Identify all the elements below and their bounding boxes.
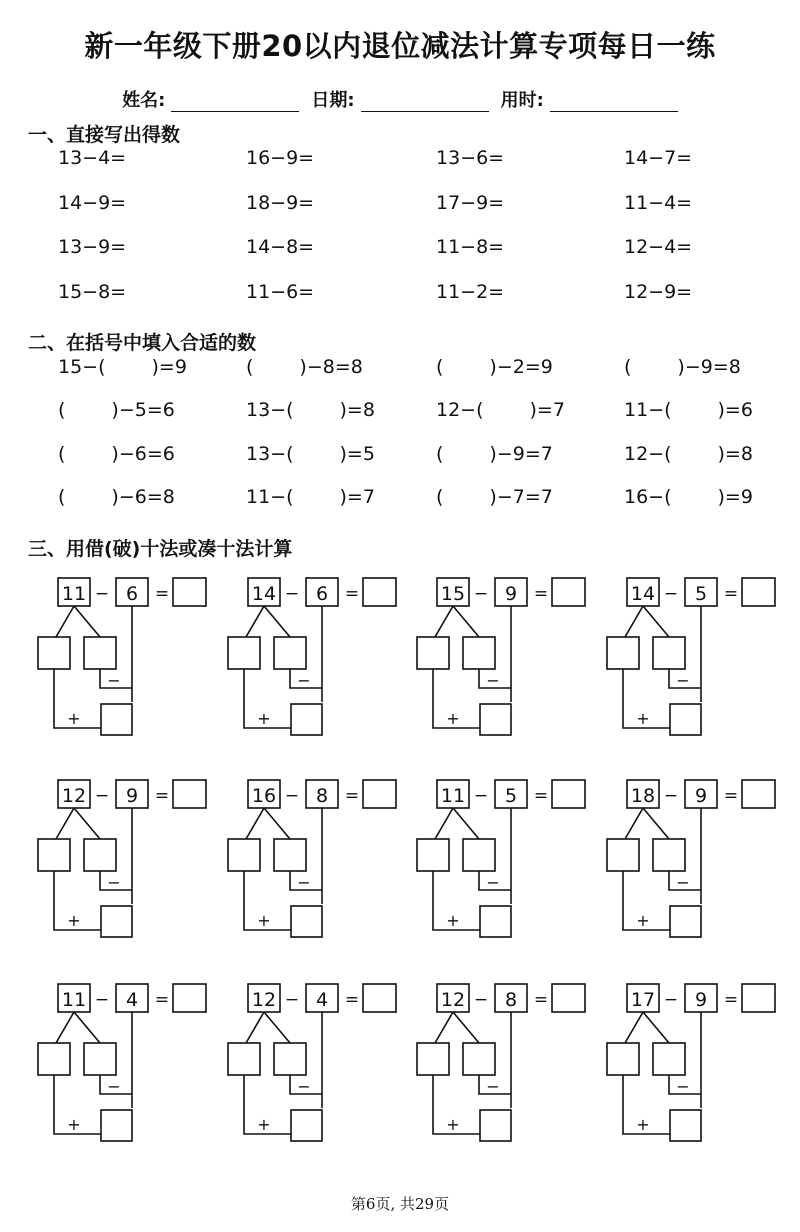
problem-suffix: )−2=9 <box>489 356 553 378</box>
minus-sign: − <box>94 990 110 1010</box>
minuend-value: 15 <box>440 583 466 605</box>
minuend-value: 18 <box>630 785 656 807</box>
split-box-left[interactable] <box>228 839 260 871</box>
equals-sign: = <box>154 786 170 806</box>
subtrahend-value: 5 <box>694 583 708 605</box>
subtraction-problem: 13−4= <box>58 147 127 169</box>
split-line-right <box>264 1012 290 1043</box>
minuend-value: 11 <box>440 785 466 807</box>
equals-sign: = <box>533 786 549 806</box>
split-line-left <box>625 1012 643 1043</box>
minus-sign: − <box>94 786 110 806</box>
minus-sign: − <box>284 786 300 806</box>
split-box-left[interactable] <box>607 637 639 669</box>
section1-heading: 一、直接写出得数 <box>28 124 181 146</box>
problem-prefix: 13−( <box>246 443 294 465</box>
problem-suffix: )−7=7 <box>489 486 553 508</box>
minus-sign: − <box>473 584 489 604</box>
page-footer: 第6页, 共29页 <box>350 1195 450 1213</box>
minuend-value: 12 <box>440 989 466 1011</box>
minuend-value: 14 <box>630 583 656 605</box>
minus-sign: − <box>284 990 300 1010</box>
subtraction-problem: 14−9= <box>58 192 127 214</box>
plus-operator: + <box>257 911 271 930</box>
result-box[interactable] <box>173 984 206 1012</box>
intermediate-box[interactable] <box>480 704 511 735</box>
split-line-right <box>264 808 290 839</box>
problem-prefix: ( <box>436 486 444 508</box>
problem-prefix: 11−( <box>246 486 294 508</box>
split-box-left[interactable] <box>228 1043 260 1075</box>
result-box[interactable] <box>742 780 775 808</box>
intermediate-box[interactable] <box>291 704 322 735</box>
split-line-left <box>246 808 264 839</box>
result-box[interactable] <box>363 780 396 808</box>
problem-suffix: )=9 <box>717 486 753 508</box>
split-box-right[interactable] <box>653 1043 685 1075</box>
minus-sign: − <box>663 786 679 806</box>
split-box-left[interactable] <box>228 637 260 669</box>
date-label: 日期: <box>311 90 355 111</box>
equals-sign: = <box>723 990 739 1010</box>
plus-operator: + <box>636 911 650 930</box>
problem-prefix: 16−( <box>624 486 672 508</box>
problem-suffix: )−5=6 <box>111 399 175 421</box>
problem-prefix: 15−( <box>58 356 106 378</box>
minus-operator: − <box>107 671 121 690</box>
minus-sign: − <box>473 786 489 806</box>
split-line-left <box>56 606 74 637</box>
split-line-right <box>74 1012 100 1043</box>
subtraction-problem: 11−4= <box>624 192 693 214</box>
split-box-right[interactable] <box>84 1043 116 1075</box>
split-box-right[interactable] <box>274 637 306 669</box>
subtraction-problem: 15−8= <box>58 281 127 303</box>
minus-sign: − <box>663 990 679 1010</box>
split-box-left[interactable] <box>38 839 70 871</box>
name-label: 姓名: <box>122 90 166 111</box>
minuend-value: 17 <box>630 989 656 1011</box>
subtrahend-value: 4 <box>125 989 139 1011</box>
split-box-left[interactable] <box>417 1043 449 1075</box>
result-box[interactable] <box>552 578 585 606</box>
split-box-left[interactable] <box>417 839 449 871</box>
subtrahend-value: 9 <box>694 989 708 1011</box>
subtrahend-value: 6 <box>125 583 139 605</box>
minus-operator: − <box>297 873 311 892</box>
split-line-left <box>56 808 74 839</box>
split-box-left[interactable] <box>607 839 639 871</box>
intermediate-box[interactable] <box>101 704 132 735</box>
subtraction-problem: 17−9= <box>436 192 505 214</box>
intermediate-box[interactable] <box>480 906 511 937</box>
minus-operator: − <box>107 1077 121 1096</box>
split-box-left[interactable] <box>417 637 449 669</box>
split-box-right[interactable] <box>653 839 685 871</box>
problem-suffix: )−6=8 <box>111 486 175 508</box>
problem-prefix: ( <box>58 399 66 421</box>
equals-sign: = <box>154 584 170 604</box>
time-label: 用时: <box>500 90 544 111</box>
minus-operator: − <box>676 1077 690 1096</box>
result-box[interactable] <box>742 984 775 1012</box>
split-line-right <box>453 606 479 637</box>
split-line-right <box>643 1012 669 1043</box>
intermediate-box[interactable] <box>480 1110 511 1141</box>
split-box-right[interactable] <box>463 839 495 871</box>
problem-suffix: )−8=8 <box>299 356 363 378</box>
split-line-right <box>74 606 100 637</box>
result-box[interactable] <box>363 984 396 1012</box>
subtraction-problem: 11−6= <box>246 281 315 303</box>
equals-sign: = <box>533 584 549 604</box>
minus-operator: − <box>486 873 500 892</box>
intermediate-box[interactable] <box>670 1110 701 1141</box>
result-box[interactable] <box>363 578 396 606</box>
problem-prefix: ( <box>436 443 444 465</box>
minus-operator: − <box>486 671 500 690</box>
split-line-right <box>453 808 479 839</box>
split-line-right <box>643 606 669 637</box>
plus-operator: + <box>446 1115 460 1134</box>
plus-operator: + <box>636 709 650 728</box>
plus-operator: + <box>67 709 81 728</box>
minuend-value: 12 <box>251 989 277 1011</box>
problem-suffix: )−6=6 <box>111 443 175 465</box>
problem-prefix: 13−( <box>246 399 294 421</box>
result-box[interactable] <box>173 578 206 606</box>
minuend-value: 11 <box>61 583 87 605</box>
subtraction-problem: 13−9= <box>58 236 127 258</box>
split-box-left[interactable] <box>38 637 70 669</box>
problem-suffix: )=8 <box>717 443 753 465</box>
minus-sign: − <box>663 584 679 604</box>
problem-suffix: )−9=7 <box>489 443 553 465</box>
minus-operator: − <box>676 671 690 690</box>
subtrahend-value: 6 <box>315 583 329 605</box>
subtrahend-value: 4 <box>315 989 329 1011</box>
minuend-value: 12 <box>61 785 87 807</box>
minus-operator: − <box>297 1077 311 1096</box>
split-box-right[interactable] <box>84 637 116 669</box>
split-line-left <box>625 606 643 637</box>
subtraction-problem: 18−9= <box>246 192 315 214</box>
equals-sign: = <box>723 786 739 806</box>
subtraction-problem: 11−2= <box>436 281 505 303</box>
subtrahend-value: 9 <box>504 583 518 605</box>
minus-operator: − <box>676 873 690 892</box>
split-box-right[interactable] <box>274 839 306 871</box>
split-box-left[interactable] <box>607 1043 639 1075</box>
problem-suffix: )=5 <box>339 443 375 465</box>
equals-sign: = <box>533 990 549 1010</box>
subtrahend-value: 9 <box>694 785 708 807</box>
subtraction-problem: 13−6= <box>436 147 505 169</box>
subtraction-problem: 14−8= <box>246 236 315 258</box>
minuend-value: 11 <box>61 989 87 1011</box>
split-line-left <box>435 606 453 637</box>
section3-heading: 三、用借(破)十法或凑十法计算 <box>28 538 293 560</box>
minuend-value: 14 <box>251 583 277 605</box>
split-box-right[interactable] <box>463 637 495 669</box>
split-box-right[interactable] <box>463 1043 495 1075</box>
split-line-left <box>625 808 643 839</box>
result-box[interactable] <box>173 780 206 808</box>
minus-sign: − <box>94 584 110 604</box>
minuend-value: 16 <box>251 785 277 807</box>
problem-prefix: ( <box>246 356 254 378</box>
split-box-left[interactable] <box>38 1043 70 1075</box>
plus-operator: + <box>67 1115 81 1134</box>
plus-operator: + <box>67 911 81 930</box>
result-box[interactable] <box>742 578 775 606</box>
problem-prefix: 12−( <box>624 443 672 465</box>
problem-prefix: ( <box>624 356 632 378</box>
split-line-left <box>246 606 264 637</box>
problem-prefix: ( <box>58 443 66 465</box>
equals-sign: = <box>344 786 360 806</box>
result-box[interactable] <box>552 984 585 1012</box>
equals-sign: = <box>344 584 360 604</box>
problem-prefix: 11−( <box>624 399 672 421</box>
problem-suffix: )=7 <box>529 399 565 421</box>
split-line-left <box>435 808 453 839</box>
problem-suffix: )=8 <box>339 399 375 421</box>
minus-operator: − <box>107 873 121 892</box>
split-line-right <box>264 606 290 637</box>
subtraction-problem: 12−9= <box>624 281 693 303</box>
problem-prefix: ( <box>436 356 444 378</box>
split-line-right <box>453 1012 479 1043</box>
page-title: 新一年级下册20以内退位减法计算专项每日一练 <box>84 29 716 63</box>
plus-operator: + <box>446 911 460 930</box>
equals-sign: = <box>723 584 739 604</box>
intermediate-box[interactable] <box>670 906 701 937</box>
subtrahend-value: 8 <box>315 785 329 807</box>
plus-operator: + <box>257 1115 271 1134</box>
subtraction-problem: 12−4= <box>624 236 693 258</box>
section2-heading: 二、在括号中填入合适的数 <box>28 332 257 354</box>
result-box[interactable] <box>552 780 585 808</box>
problem-suffix: )=7 <box>339 486 375 508</box>
subtrahend-value: 9 <box>125 785 139 807</box>
split-line-left <box>56 1012 74 1043</box>
intermediate-box[interactable] <box>291 1110 322 1141</box>
split-box-right[interactable] <box>653 637 685 669</box>
equals-sign: = <box>344 990 360 1010</box>
minus-sign: − <box>284 584 300 604</box>
minus-operator: − <box>297 671 311 690</box>
split-box-right[interactable] <box>274 1043 306 1075</box>
minus-operator: − <box>486 1077 500 1096</box>
subtrahend-value: 8 <box>504 989 518 1011</box>
problem-suffix: )=9 <box>151 356 187 378</box>
split-line-right <box>643 808 669 839</box>
intermediate-box[interactable] <box>101 1110 132 1141</box>
equals-sign: = <box>154 990 170 1010</box>
plus-operator: + <box>446 709 460 728</box>
problem-suffix: )−9=8 <box>677 356 741 378</box>
minus-sign: − <box>473 990 489 1010</box>
plus-operator: + <box>257 709 271 728</box>
split-box-right[interactable] <box>84 839 116 871</box>
problem-suffix: )=6 <box>717 399 753 421</box>
problem-prefix: 12−( <box>436 399 484 421</box>
subtraction-problem: 11−8= <box>436 236 505 258</box>
subtraction-problem: 14−7= <box>624 147 693 169</box>
subtrahend-value: 5 <box>504 785 518 807</box>
subtraction-problem: 16−9= <box>246 147 315 169</box>
intermediate-box[interactable] <box>291 906 322 937</box>
split-line-left <box>246 1012 264 1043</box>
split-line-right <box>74 808 100 839</box>
split-line-left <box>435 1012 453 1043</box>
intermediate-box[interactable] <box>670 704 701 735</box>
plus-operator: + <box>636 1115 650 1134</box>
problem-prefix: ( <box>58 486 66 508</box>
intermediate-box[interactable] <box>101 906 132 937</box>
